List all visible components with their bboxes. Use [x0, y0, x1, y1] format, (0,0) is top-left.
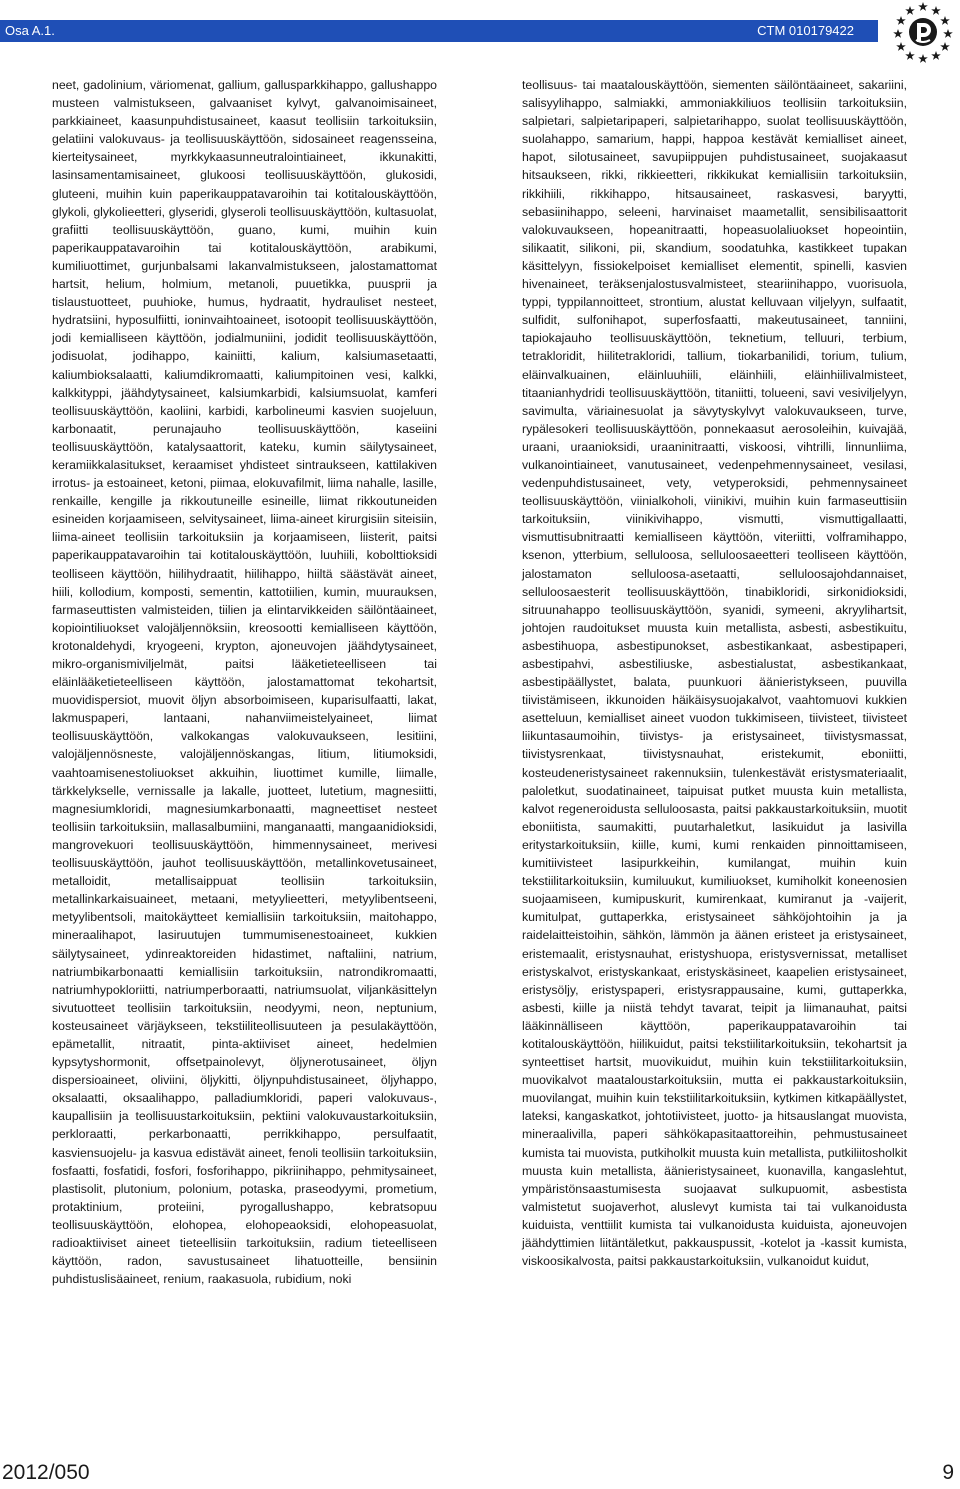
section-label: Osa A.1.	[5, 23, 55, 38]
trademark-number: CTM 010179422	[757, 23, 854, 38]
header-bar	[0, 20, 878, 42]
eu-stars-logo-icon	[886, 0, 960, 64]
left-column-text: neet, gadolinium, väriomenat, gallium, gallusparkkihappo, gallushappo musteen valmistukseen, galvaaniset kylvyt, galvanoimisaineet, parkkiaineet, kaasunpuhdistusaineet, kaasut teollisiin tarkoituksiin, gelatiini valokuvaus- ja teollisuuskäyttöön, sidosaineet reagensseina, kierteitysaineet, myrkkykaasunneutralointiaineet, ikkunakitti, lasinsamentamisaineet, glukoosi teollisuuskäyttöön, glukosidi, gluteeni, muihin kuin paperikauppatavaroihin tai kotitalouskäyttöön, glykoli, glykolieetteri, glyseridi, glyseroli teollisuuskäyttöön, kultasuolat, grafiitti teollisuuskäyttöön, guano, kumi, muihin kuin paperikauppatavaroihin tai kotitalouskäyttöön, arabikumi, kumiliuottimet, gurjunbalsami lakanvalmistukseen, jalostamattomat hartsit, helium, holmium, metanoli, puuetikka, puusprii ja tislaustuotteet, puuhioke, humus, hydraatit, hydrauliset nesteet, hydratsiini, hyposulfiitti, ioninvaihtoaineet, isotoopit teollisuuskäyttöön, jodi kemialliseen käyttöön, jodialmuniini, jodidit teollisuuskäyttöön, jodisuolat, jodihappo, kainiitti, kalium, kalsiumasetaatti, kaliumbioksalaatti, kaliumdikromaatti, kaliumpitoinen vesi, kalkki, kalkkityppi, jäähdytysaineet, kalsiumkarbidi, kalsiumsuolat, kamferi teollisuuskäyttöön, kaoliini, karbidi, karbolineumi kasvien suojeluun, karbonaatit, perunajauho teollisuuskäyttöön, kaseiini teollisuuskäyttöön, katalysaattorit, kateku, kumin säilytysaineet, keramiikkalasitukset, keraamiset yhdisteet sintraukseen, kattilakiven irrotus- ja estoaineet, ketoni, piimaa, elokuvafilmit, liima nahalle, lasille, renkaille, kengille ja rikkoutuneille esineille, liimat rikkoutuneiden esineiden korjaamiseen, selvitysaineet, liima-aineet kirurgisiin siteisiin, liima-aineet teollisiin tarkoituksiin ja korjaamiseen, liisterit, paitsi paperikauppatavaroihin tai kotitalouskäyttöön, luuhiili, kobolttioksidi teolliseen käyttöön, hiilihydraatit, hiilihappo, hiiltä säästävät aineet, hiili, kollodium, komposti, sementin, kattotiilien, kumin, muurauksen, farmaseuttisten valmisteiden, tiilien ja elintarvikkeiden säilöntäaineet, kopiointiliuokset valojäljennöksiin, kreosootti kemialliseen käyttöön, krotonaldehydi, kryogeeni, krypton, ajoneuvojen jäähdytysaineet, mikro-organismiviljelmät, paitsi lääketieteelliseen tai eläinlääketieteelliseen käyttöön, jalostamattomat tekohartsit, muovidispersiot, muovit öljyn absorboimiseen, kuparisulfaatti, lakat, lakmuspaperi, lantaani, nahanviimeistelyaineet, liimat teollisuuskäyttöön, valkokangas valokuvaukseen, lesitiini, valojäljennösneste, valojäljennöskangas, litium, litiumoksidi, vaahtoamisenestoliuokset akkuihin, liuottimet kumille, liimalle, tärkkelykselle, vernissalle ja lakalle, juotteet, lutetium, magnesiitti, magnesiumkloridi, magnesiumkarbonaatti, magneettiset nesteet teollisiin tarkoituksiin, mallasalbumiini, manganaatti, mangaanidioksidi, mangrovekuori teollisuuskäyttöön, himmennysaineet, merivesi teollisuuskäyttöön, jauhot teollisuuskäyttöön, metallinkovetusaineet, metalloidit, metallisaippuat teollisiin tarkoituksiin, metallinkarkaisuaineet, metaani, metyylieetteri, metyylibentseeni, metyylibentsoli, maitokäytteet kemiallisiin tarkoituksiin, maitohappo, mineraalihapot, lasiruutujen tummumisenestoaineet, kukkien säilytysaineet, ydinreaktoreiden hidastimet, naftaliini, natrium, natriumbikarbonaatti kemiallisiin tarkoituksiin, natrondikromaatti, natriumhypokloriitti, natriumperboraatti, natriumsuolat, viljankäsittelyn sivutuotteet teollisiin tarkoituksiin, neodyymi, neon, neptunium, kosteusaineet värjäykseen, tekstiiliteollisuuteen ja pesulakäyttöön, epämetallit, nitraatit, pinta-aktiiviset aineet, hedelmien kypsytyshormonit, offsetpainolevyt, öljynerotusaineet, öljyn dispersioaineet, oliviini, öljykitti, öljynpuhdistusaineet, öljyhappo, oksalaatti, oksaalihappo, palladiumkloridi, paperi valokuvaus-, kaupallisiin ja teollisuustarkoituksiin, pektiini valokuvaustarkoituksiin, perkloraatti, perkarbonaatti, perrikkihappo, persulfaatit, kasviensuojelu- ja kasvua edistävät aineet, fenoli teollisiin tarkoituksiin, fosfaatti, fosfatidi, fosfori, fosforihappo, pikriinihappo, pehmitysaineet, plastisolit, plutonium, polonium, potaska, praseodyymi, prometium, protaktinium, proteiini, pyrogallushappo, kebratsopuu teollisuuskäyttöön, elohopea, elohopeaoksidi, elohopeasuolat, radioaktiiviset aineet tieteellisiin tarkoituksiin, radium tieteelliseen käyttöön, radon, savustusaineet lihatuotteille, bensiinin puhdistuslisäaineet, renium, raakasuola, rubidium, noki	[52, 78, 437, 1287]
page-number: 9	[942, 1461, 954, 1484]
right-column-text: teollisuus- tai maatalouskäyttöön, siementen säilöntäaineet, sakariini, salisyylihappo, salmiakki, ammoniakkiliuos teollisiin tarkoituksiin, salpietari, salpietaripaperi, salpietarihappo, suolat teollisuuskäyttöön, suolahappo, samarium, happi, happoa kestävät kemialliset aineet, hapot, silotusaineet, savupiippujen puhdistusaineet, suojakaasut hitsaukseen, rikki, rikkieetteri, rikkikukat kemiallisiin tarkoituksiin, rikkihiili, rikkihappo, hitsausaineet, raskasvesi, baryytti, sebasiinihappo, seleeni, harvinaiset maametallit, sensibilisaattorit valokuvaukseen, hopeanitraatti, hopeasuolaliuokset hopeointiin, silikaatit, silikoni, pii, skandium, soodatuhka, kastikkeet tupakan käsittelyyn, fissiokelpoiset kemialliset elementit, spinelli, kasvien hivenaineet, teräksenjalostusvalmisteet, steariinihappo, vuorisuola, typpi, typpilannoitteet, strontium, alustat kelluvaan viljelyyn, sulfaatit, sulfidit, sulfonihapot, superfosfaatti, makeutusaineet, tanniini, tapiokajauho teollisuuskäyttöön, teknetium, telluuri, terbium, tetrakloridit, hiilitetrakloridi, tallium, tiokarbanilidi, torium, tulium, eläinvalkuainen, eläinluuhiili, eläinhiili, eläinhiilivalmisteet, titaanianhydridi teollisuuskäyttöön, titaniitti, tolueeni, savi vesiviljelyyn, savimulta, väriainesuolat ja sävytyskylvyt valokuvaukseen, turve, rypälesokeri teollisuuskäyttöön, ponnekaasut aerosoleihin, kuivajää, uraani, uraanioksidi, uraaninitraatti, viskoosi, vihtrilli, linnunliima, vulkanointiaineet, vanutusaineet, vedenpehmennysaineet, vesilasi, vedenpuhdistusaineet, vety, vetyperoksidi, pehmennysaineet teollisuuskäyttöön, viinialkoholi, viinikivi, muihin kuin farmaseuttisiin tarkoituksiin, viinikivihappo, vismutti, vismuttigallaatti, vismuttisubnitraatti kemialliseen käyttöön, viteriitti, volframihappo, ksenon, ytterbium, selluloosa, selluloosaeetteri teolliseen käyttöön, jalostamaton selluloosa-asetaatti, selluloosajohdannaiset, selluloosaesterit teollisuuskäyttöön, tinabikloridi, sirkonidioksidi, sitruunahappo teollisuuskäyttöön, syanidi, symeeni, akryylihartsit, johtojen raudoitukset muusta kuin metallista, asbesti, asbestikuitu, asbestihuopa, asbestipunokset, asbestikankaat, asbestipaperi, asbestipahvi, asbestiliuske, asbestialustat, asbestikankaat, asbestipäällystet, balata, puunkuori äänieristykseen, puuvilla tiivistämiseen, ikkunoiden häikäisysuojakalvot, vaahtomuovi kukkien asetteluun, kemialliset aineet vuodon tukkimiseen, tiivisteet, tiivisteet liikuntasaumoihin, tiivistys- ja eristysaineet, tiivistysmassat, tiivistysrenkaat, tiivistysnauhat, eristekumit, eboniitti, kosteudeneristysaineet rakennuksiin, tulenkestävät eristysmateriaalit, paloletkut, suodatinaineet, taipuisat putket muusta kuin metallista, kalvot regeneroidusta selluloosasta, paitsi pakkaustarkoituksiin, muotit eboniitista, saumakitti, puutarhaletkut, lasikuidut ja lasivilla eritystarkoituksiin, kiille, kumi, kumi renkaiden pinnoittamiseen, kumitiivisteet lasipurkkeihin, kumilangat, muihin kuin tekstiilitarkoituksiin, kumiluukut, kumiliuokset, kumiholkit koneenosien suojaamiseen, kumipuskurit, kumirenkaat, kumiranut ja -vaijerit, kumitulpat, guttaperkka, eristysaineet sähköjohtoihin ja ja raidelaitteistoihin, sähkön, lämmön ja äänen eristeet ja eristysaineet, eristemaalit, eristysnauhat, eristyshuopa, eristysvernissat, metalliset eristyskalvot, eristyskankaat, eristyskäsineet, kaapelien eristysaineet, eristysöljy, eristyspaperi, eristysrappausaine, kumi, guttaperkka, asbesti, kiille ja niistä tehdyt tavarat, teipit ja liimanauhat, paitsi lääkinnälliseen käyttöön, paperikauppatavaroihin tai kotitalouskäyttöön, hiilikuidut, paitsi tekstiilitarkoituksiin, tekohartsit ja synteettiset hartsit, muovikuidut, muihin kuin tekstiilitarkoituksiin, muovikalvot maataloustarkoituksiin, mutta ei pakkaustarkoituksiin, muovilangat, muihin kuin tekstiilitarkoituksiin, kytkimen kitkapäällystet, lateksi, kangaskatkot, johtotiivisteet, juotto- ja hitsauslangat muovista, mineraalivilla, paperi sähkökapasitaattoreihin, pehmustusaineet kumista tai muovista, putkiholkit muusta kuin metallista, putkiliitosholkit muusta kuin metallista, äänieristysaineet, kuonavilla, kangaslehtut, ympäristönsaastumisesta suojaavat sulkupuomit, asbestista valmistetut suojaverhot, aluslevyt kumista tai tai vulkanoidusta kuiduista, venttiilit kumista tai vulkanoidusta kuiduista, ajoneuvojen jäähdyttimien liitäntäletkut, pakkauspussit, -kotelot ja -kassit kumista, viskoosikalvosta, paitsi pakkaustarkoituksiin, vulkanoidut kuidut,	[522, 78, 907, 1269]
issue-number: 2012/050	[2, 1461, 90, 1484]
